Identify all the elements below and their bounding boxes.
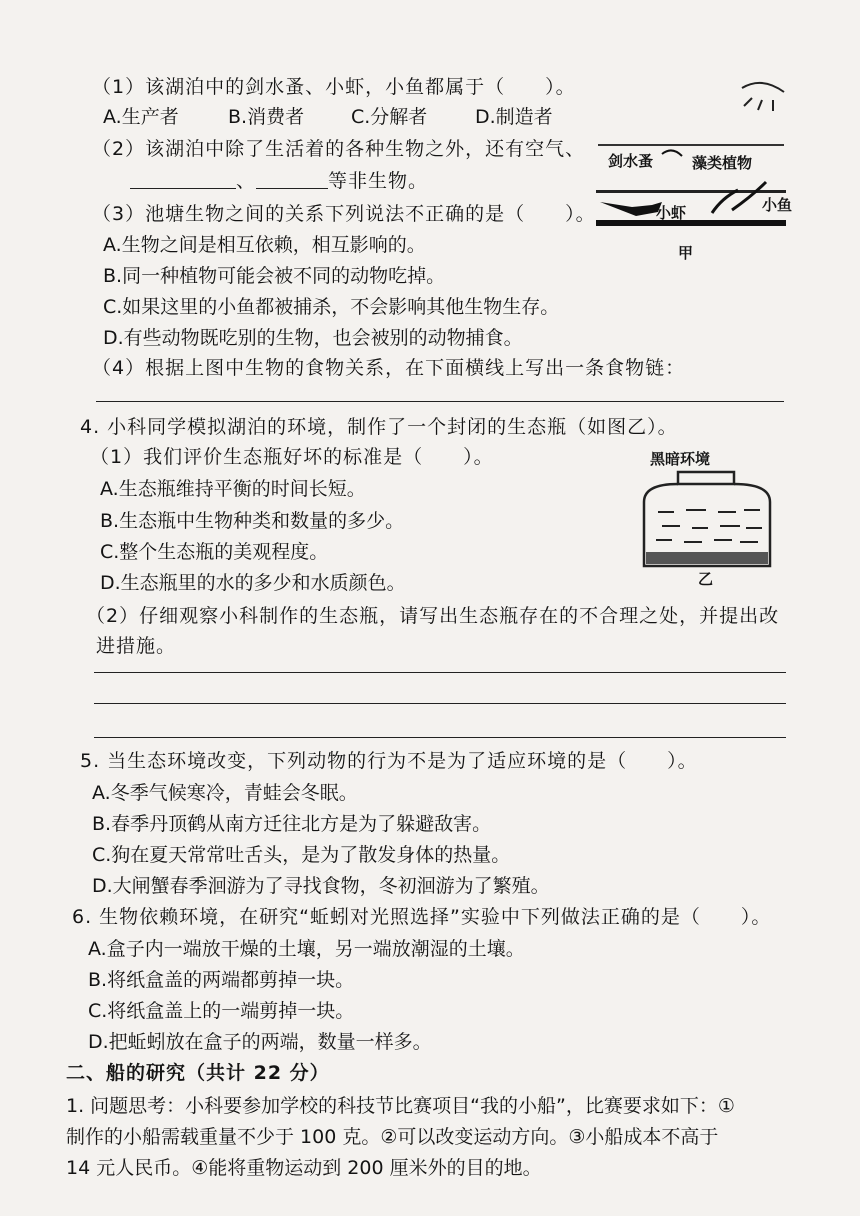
answer-blank[interactable] [130,168,236,189]
food-chain-answer-line[interactable] [96,401,784,402]
figure-caption-yi: 乙 [698,570,714,588]
blank-separator: 、 [236,170,257,192]
q3-sub4-stem: （4）根据上图中生物的食物关系，在下面横线上写出一条食物链： [92,357,686,379]
q4-sub1-option-b: B.生态瓶中生物种类和数量的多少。 [100,510,405,532]
q3-sub3-option-b: B.同一种植物可能会被不同的动物吃掉。 [103,265,446,287]
section-2-q1-line3: 14 元人民币。④能将重物运动到 200 厘米外的目的地。 [66,1157,542,1179]
label-copepod: 剑水蚤 [608,152,654,170]
q3-sub1-option-a: A.生产者 [103,106,179,128]
q3-sub3-option-d: D.有些动物既吃别的生物，也会被别的动物捕食。 [103,327,523,349]
q4-sub1-option-d: D.生态瓶里的水的多少和水质颜色。 [100,572,406,594]
q3-sub2-stem: （2）该湖泊中除了生活着的各种生物之外，还有空气、 [92,138,586,160]
q5-option-a: A.冬季气候寒冷，青蛙会冬眠。 [92,782,358,804]
q3-sub3-stem: （3）池塘生物之间的关系下列说法不正确的是（ ）。 [92,203,596,225]
q4-sub2-stem-line1: （2）仔细观察小科制作的生态瓶，请写出生态瓶存在的不合理之处，并提出改 [86,605,780,627]
q3-sub1-stem: （1）该湖泊中的剑水蚤、小虾，小鱼都属于（ ）。 [92,76,576,98]
shrimp-shape [600,202,662,216]
q4-answer-line-1[interactable] [94,672,786,673]
eco-bottle-figure [636,448,786,588]
q6-stem: 6. 生物依赖环境，在研究“蚯蚓对光照选择”实验中下列做法正确的是（ ）。 [72,906,772,928]
q6-option-c: C.将纸盒盖上的一端剪掉一块。 [88,1000,355,1022]
q4-sub1-stem: （1）我们评价生态瓶好坏的标准是（ ）。 [90,446,494,468]
q4-sub2-stem-line2: 进措施。 [96,635,177,657]
q3-sub2-blanks [130,168,428,194]
label-fish: 小鱼 [762,196,793,214]
q4-answer-line-3[interactable] [94,737,786,738]
q3-sub3-option-a: A.生物之间是相互依赖，相互影响的。 [103,234,426,256]
label-algae: 藻类植物 [692,154,753,172]
q4-answer-line-2[interactable] [94,703,786,704]
q4-sub1-option-c: C.整个生态瓶的美观程度。 [100,541,329,563]
q4-sub1-option-a: A.生态瓶维持平衡的时间长短。 [100,478,366,500]
q3-sub1-option-c: C.分解者 [351,106,428,128]
q3-sub1-option-d: D.制造者 [475,106,553,128]
q4-stem: 4. 小科同学模拟湖泊的环境，制作了一个封闭的生态瓶（如图乙）。 [80,416,678,438]
q3-sub3-option-c: C.如果这里的小鱼都被捕杀，不会影响其他生物生存。 [103,296,560,318]
eco-bottle-icon [636,448,786,588]
q5-option-c: C.狗在夏天常常吐舌头，是为了散发身体的热量。 [92,844,511,866]
lake-figure [592,70,792,260]
label-shrimp: 小虾 [656,204,687,222]
sun-icon [742,83,784,111]
q6-option-b: B.将纸盒盖的两端都剪掉一块。 [88,969,355,991]
q3-sub1-option-b: B.消费者 [228,106,305,128]
q5-option-b: B.春季丹顶鹤从南方迁往北方是为了躲避敌害。 [92,813,492,835]
blank-tail-text: 等非生物。 [328,170,429,192]
q5-option-d: D.大闸蟹春季洄游为了寻找食物，冬初洄游为了繁殖。 [92,875,550,897]
q6-option-d: D.把蚯蚓放在盒子的两端，数量一样多。 [88,1031,432,1053]
label-dark-environment: 黑暗环境 [650,450,711,468]
fish-shape [712,182,766,213]
copepod-shape [662,150,682,156]
figure-caption-jia: 甲 [678,244,694,262]
answer-blank[interactable] [256,168,328,189]
section-2-q1-line1: 1. 问题思考：小科要参加学校的科技节比赛项目“我的小船”，比赛要求如下：① [66,1095,735,1117]
q6-option-a: A.盒子内一端放干燥的土壤，另一端放潮湿的土壤。 [88,938,525,960]
section-2-q1-line2: 制作的小船需载重量不少于 100 克。②可以改变运动方向。③小船成本不高于 [66,1126,719,1148]
q5-stem: 5. 当生态环境改变，下列动物的行为不是为了适应环境的是（ ）。 [80,750,698,772]
section-2-title: 二、船的研究（共计 22 分） [66,1062,330,1084]
